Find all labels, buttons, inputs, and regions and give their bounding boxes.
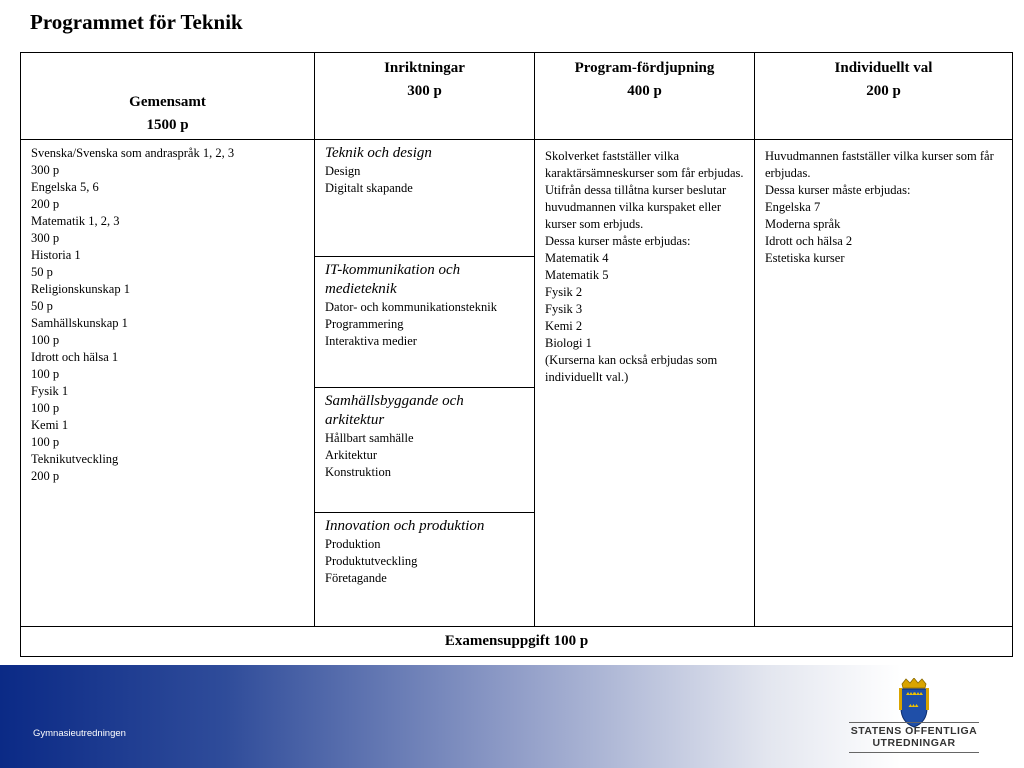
course-line: Kemi 1 (31, 418, 69, 432)
text-line: Matematik 5 (545, 268, 609, 282)
course-item: Företagande (325, 571, 387, 585)
course-item: Produktion (325, 537, 381, 551)
text-line: Estetiska kurser (765, 251, 845, 265)
course-line: Idrott och hälsa 1 (31, 350, 119, 364)
course-item: Interaktiva medier (325, 334, 417, 348)
course-item: Produktutveckling (325, 554, 418, 568)
header-gemensamt: Gemensamt 1500 p (20, 52, 315, 140)
course-item: Arkitektur (325, 448, 378, 462)
inriktning-name: IT-kommunikation och medieteknik (325, 262, 461, 297)
text-line: Biologi 1 (545, 336, 592, 350)
course-line: 100 p (31, 367, 60, 381)
inriktning-innovation-och-produktion (314, 512, 535, 627)
inriktning-it-kommunikation-och-medieteknik (314, 256, 535, 388)
course-line: 50 p (31, 299, 53, 313)
course-line: Engelska 5, 6 (31, 180, 99, 194)
text-line: (Kurserna kan också erbjudas som individuellt val.) (545, 353, 718, 384)
course-line: 100 p (31, 333, 60, 347)
course-item: Digitalt skapande (325, 181, 413, 195)
individuellt-val-text (754, 139, 1013, 627)
course-item: Hållbart samhälle (325, 431, 414, 445)
inriktning-name: Teknik och design (325, 145, 432, 161)
course-line: Religionskunskap 1 (31, 282, 130, 296)
logo-text-line1: STATENS OFFENTLIGA (850, 725, 978, 737)
course-line: 100 p (31, 435, 60, 449)
course-line: Historia 1 (31, 248, 81, 262)
course-line: Samhällskunskap 1 (31, 316, 128, 330)
logo-text-line2: UTREDNINGAR (872, 737, 956, 749)
course-line: 50 p (31, 265, 53, 279)
programfordjupning-text (534, 139, 755, 627)
text-line: Idrott och hälsa 2 (765, 234, 853, 248)
text-line: Fysik 2 (545, 285, 583, 299)
program-table (20, 52, 1013, 657)
course-line: Teknikutveckling (31, 452, 119, 466)
page-title: Programmet för Teknik (30, 10, 243, 34)
three-crowns-crest-icon (894, 678, 934, 728)
header-programfordjupning: Program-fördjupning 400 p (534, 52, 755, 140)
course-line: 200 p (31, 197, 60, 211)
inriktning-teknik-och-design (314, 139, 535, 257)
course-line: 300 p (31, 231, 60, 245)
header-inriktningar: Inriktningar 300 p (314, 52, 535, 140)
text-line: Fysik 3 (545, 302, 583, 316)
examensuppgift-row: Examensuppgift 100 p (20, 626, 1013, 657)
text-line: Skolverket fastställer vilka karaktärsämneskurser som får erbjudas. Utifrån dessa tillåtna kurser beslutar huvudmannen vilka kurspaket eller kurser som erbjuds. (545, 149, 744, 231)
text-line: Engelska 7 (765, 200, 821, 214)
course-line: Matematik 1, 2, 3 (31, 214, 120, 228)
course-item: Dator- och kommunikationsteknik (325, 300, 497, 314)
text-line: Dessa kurser måste erbjudas: (545, 234, 691, 248)
text-line: Matematik 4 (545, 251, 609, 265)
course-line: 300 p (31, 163, 60, 177)
inriktning-name: Samhällsbyggande och arkitektur (325, 393, 464, 428)
inriktning-name: Innovation och produktion (325, 518, 485, 534)
header-individuellt-val: Individuellt val 200 p (754, 52, 1013, 140)
footer-label: Gymnasieutredningen (33, 728, 126, 739)
text-line: Dessa kurser måste erbjudas: (765, 183, 911, 197)
course-item: Design (325, 164, 361, 178)
text-line: Kemi 2 (545, 319, 583, 333)
sou-logo (845, 676, 983, 756)
course-line: 100 p (31, 401, 60, 415)
course-item: Programmering (325, 317, 404, 331)
course-item: Konstruktion (325, 465, 391, 479)
gemensamt-course-list (20, 139, 315, 627)
text-line: Moderna språk (765, 217, 841, 231)
inriktning-samhallsbyggande-och-arkitektur (314, 387, 535, 513)
course-line: Fysik 1 (31, 384, 69, 398)
text-line: Huvudmannen fastställer vilka kurser som får erbjudas. (765, 149, 994, 180)
course-line: Svenska/Svenska som andraspråk 1, 2, 3 (31, 146, 235, 160)
course-line: 200 p (31, 469, 60, 483)
